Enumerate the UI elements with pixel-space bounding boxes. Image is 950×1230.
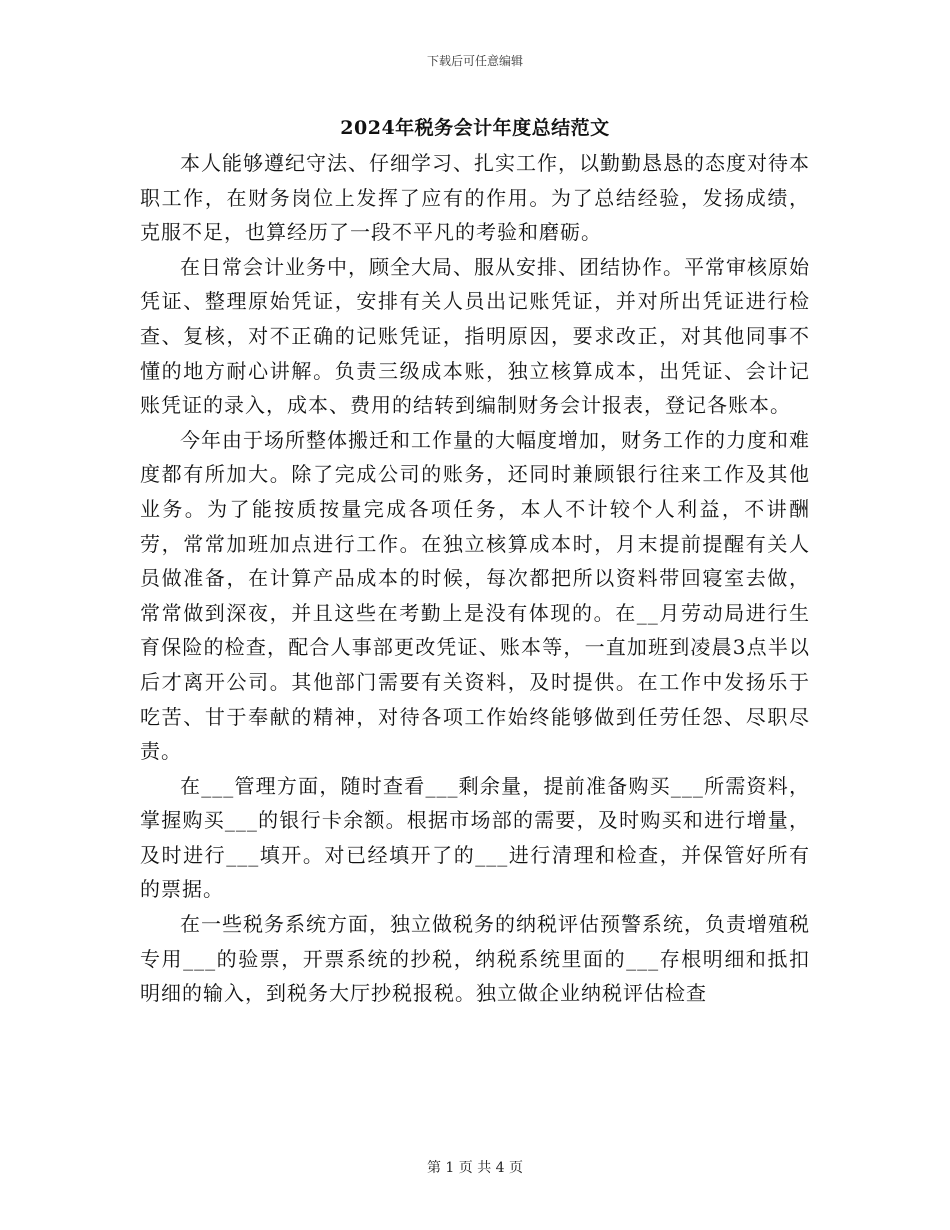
document-title: 2024年税务会计年度总结范文 [340, 117, 610, 139]
paragraph: 在___管理方面，随时查看___剩余量，提前准备购买___所需资料，掌握购买___的银行卡余额。根据市场部的需要，及时购买和进行增量，及时进行___填开。对已经填开了的___进行清理和检查，并保管好所有的票据。 [140, 773, 810, 902]
paragraph: 在一些税务系统方面，独立做税务的纳税评估预警系统，负责增殖税专用___的验票，开票系统的抄税，纳税系统里面的___存根明细和抵扣明细的输入，到税务大厅抄税报税。独立做企业纳税评估检查 [140, 912, 810, 1006]
page-number: 第 1 页 共 4 页 [426, 1160, 524, 1176]
paragraph: 本人能够遵纪守法、仔细学习、扎实工作，以勤勤恳恳的态度对待本职工作，在财务岗位上发挥了应有的作用。为了总结经验，发扬成绩，克服不足，也算经历了一段不平凡的考验和磨砺。 [140, 151, 810, 245]
paragraph: 今年由于场所整体搬迁和工作量的大幅度增加，财务工作的力度和难度都有所加大。除了完成公司的账务，还同时兼顾银行往来工作及其他业务。为了能按质按量完成各项任务，本人不计较个人利益，不讲酬劳，常常加班加点进行工作。在独立核算成本时，月末提前提醒有关人员做准备，在计算产品成本的时候，每次都把所以资料带回寝室去做，常常做到深夜，并且这些在考勤上是没有体现的。在__月劳动局进行生育保险的检查，配合人事部更改凭证、账本等，一直加班到凌晨3点半以后才离开公司。其他部门需要有关资料，及时提供。在工作中发扬乐于吃苦、甘于奉献的精神，对待各项工作始终能够做到任劳任怨、尽职尽责。 [140, 427, 810, 764]
document-body [140, 146, 810, 1011]
header-note: 下载后可任意编辑 [426, 54, 523, 68]
paragraph: 在日常会计业务中，顾全大局、服从安排、团结协作。平常审核原始凭证、整理原始凭证，安排有关人员出记账凭证，并对所出凭证进行检查、复核，对不正确的记账凭证，指明原因，要求改正，对其他同事不懂的地方耐心讲解。负责三级成本账，独立核算成本，出凭证、会计记账凭证的录入，成本、费用的结转到编制财务会计报表，登记各账本。 [140, 254, 810, 418]
